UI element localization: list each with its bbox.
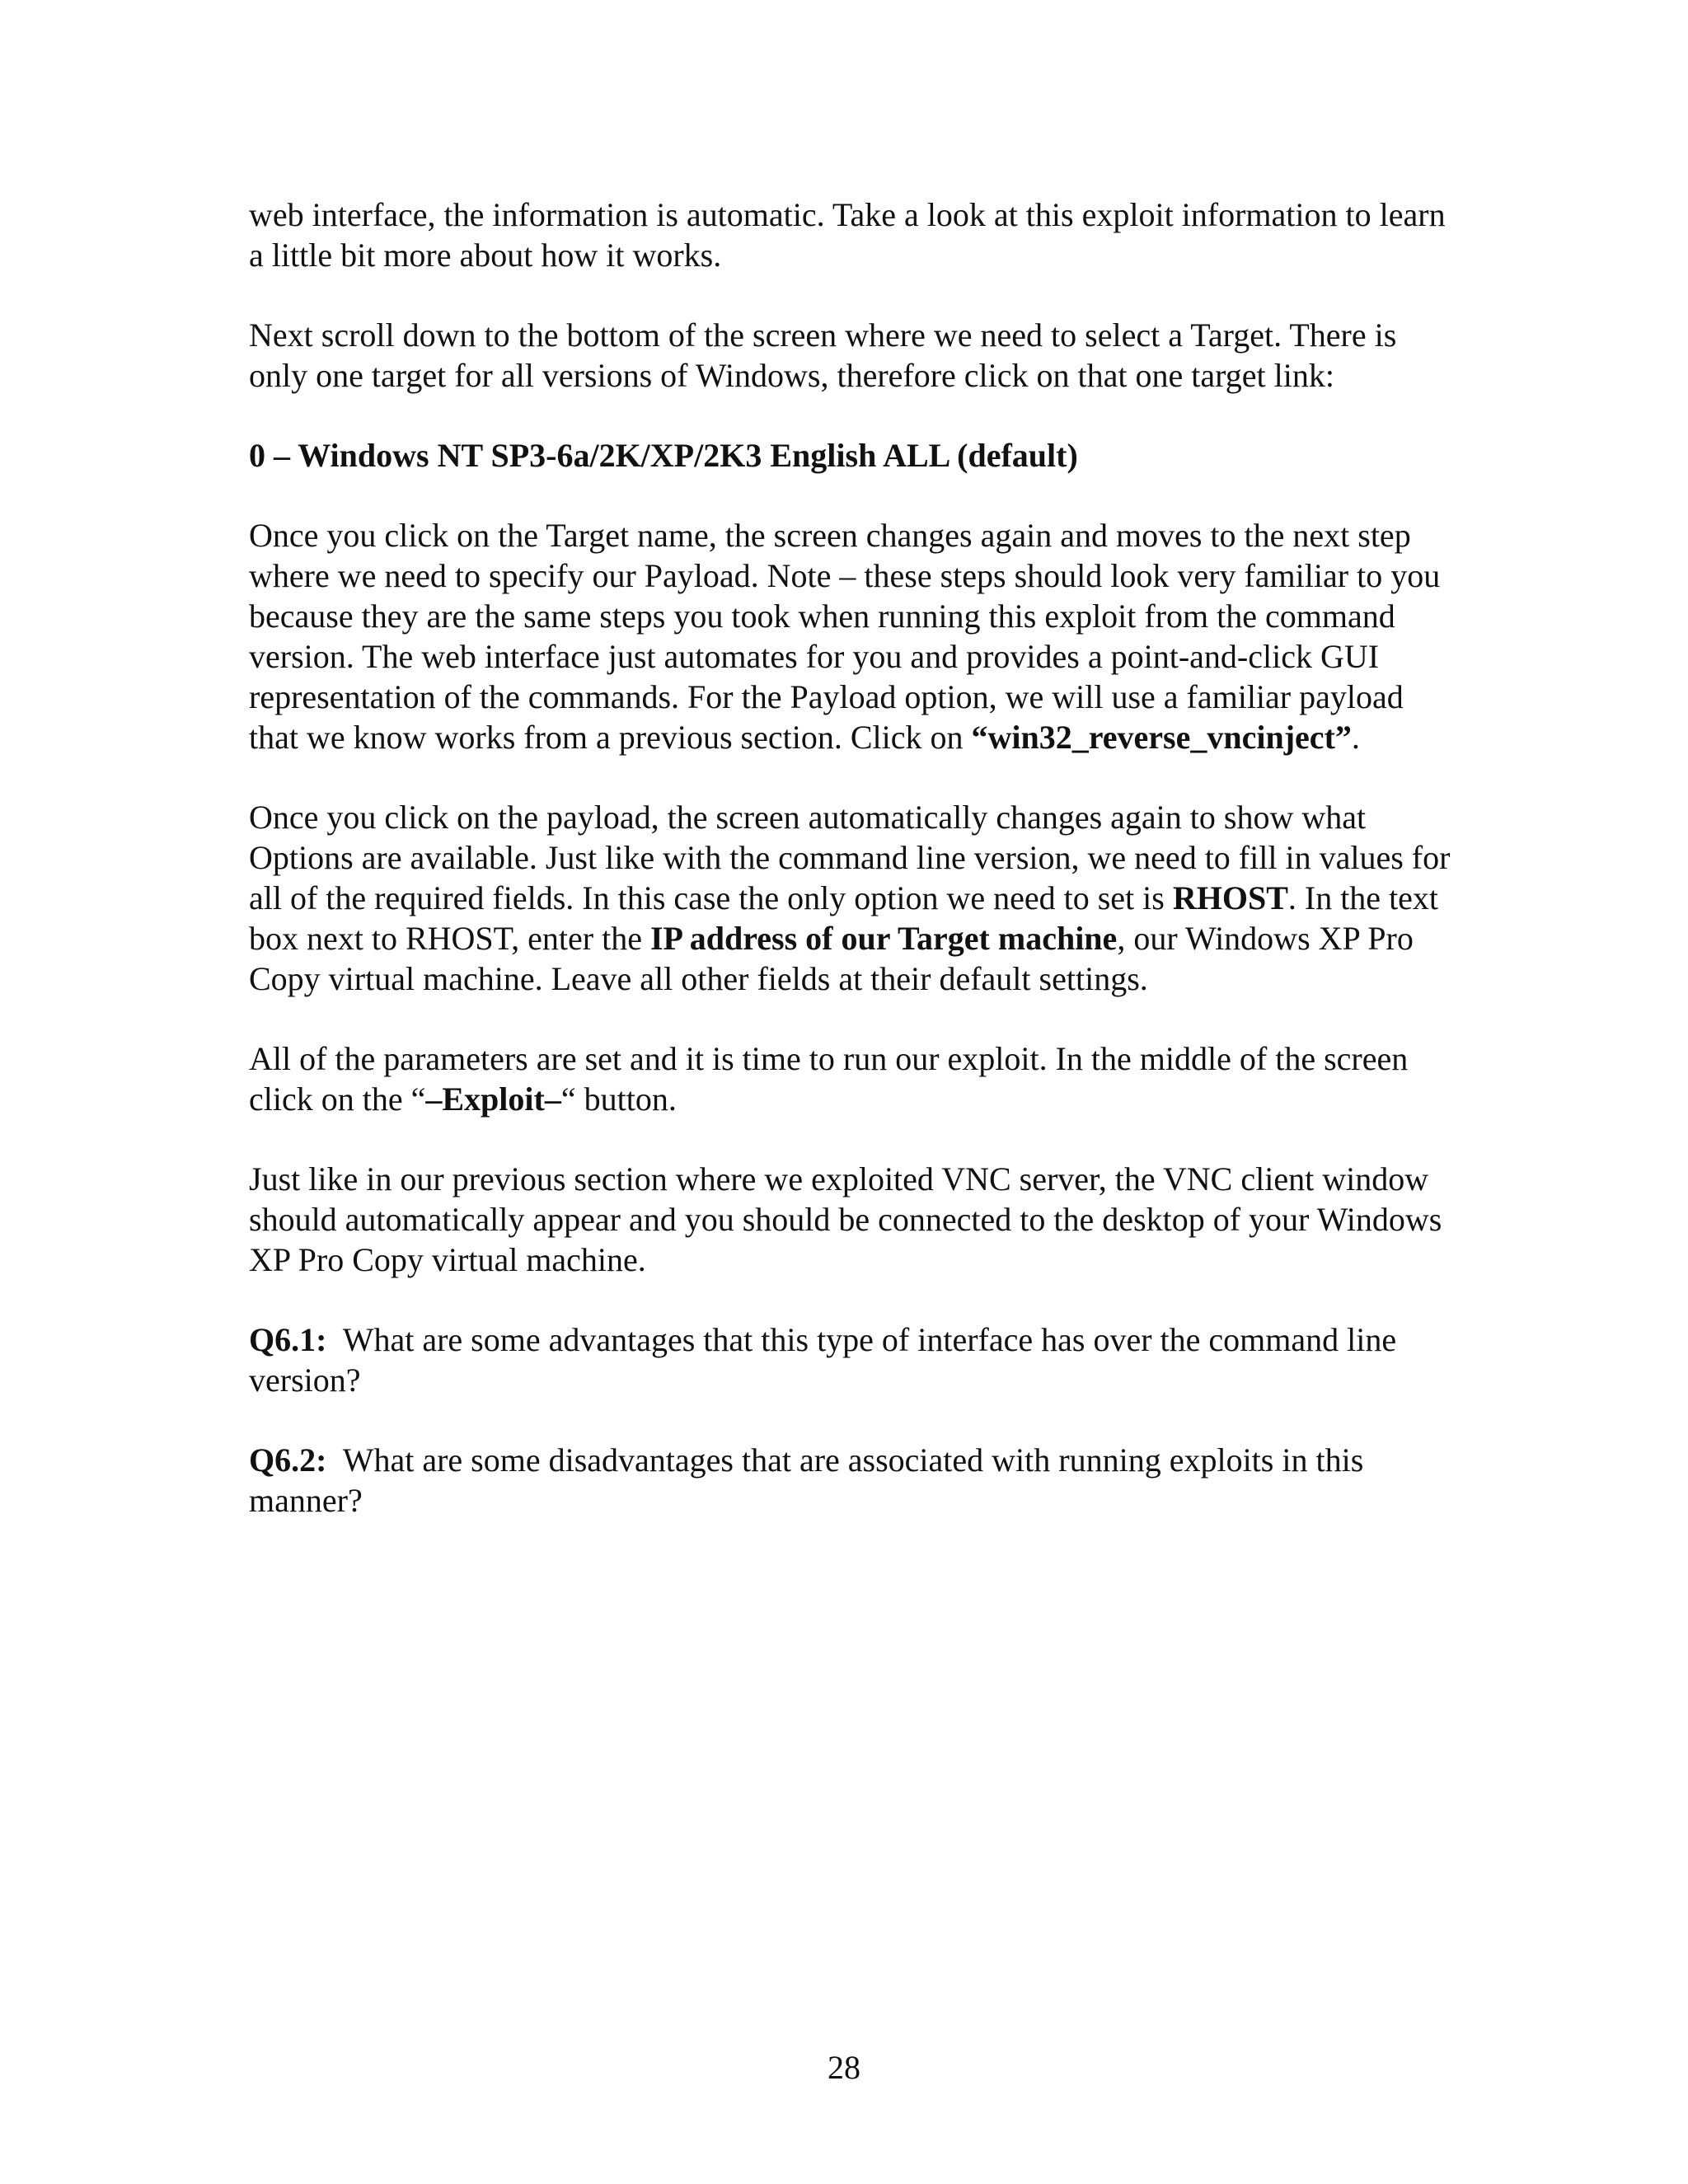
page-number: 28 [828,2049,860,2086]
text-run: Next scroll down to the bottom of the screen where we need to select a Target. There is only one target for all versions of Windows, therefore click on that one target link: [249,316,1397,394]
paragraph-vnc-client [249,1159,1452,1280]
paragraph-payload [249,515,1452,757]
page-body [249,194,1452,1521]
text-run: “ button. [560,1080,677,1118]
payload-name-text: “win32_reverse_vncinject” [971,719,1352,756]
question-text: What are some disadvantages that are associated with running exploits in this manner? [249,1441,1372,1519]
exploit-button-text: –Exploit– [425,1080,561,1118]
question-label: Q6.1: [249,1321,327,1358]
paragraph-target-name [249,435,1452,476]
paragraph-run-exploit [249,1038,1452,1119]
question-q6-2 [249,1440,1452,1521]
paragraph-options [249,797,1452,999]
text-run: , our Windows XP Pro Copy virtual machine. Leave all other fields at their default settings. [249,920,1414,997]
text-run: . [1351,719,1360,756]
text-run: web interface, the information is automatic. Take a look at this exploit information to learn a little bit more about how it works. [249,196,1446,274]
question-q6-1 [249,1319,1452,1400]
text-run: Once you click on the Target name, the screen changes again and moves to the next step where we need to specify our Payload. Note – these steps should look very familiar to you because they are the same steps you took when running this exploit from the command version. The web interface just automates for you and provides a point-and-click GUI representation of the commands. For the Payload option, we will use a familiar payload that we know works from a previous section. Click on [249,517,1441,756]
question-text: What are some advantages that this type of interface has over the command line version? [249,1321,1405,1399]
paragraph-select-target [249,315,1452,396]
question-label: Q6.2: [249,1441,327,1479]
text-run: . In the text box next to RHOST, enter the [249,879,1439,957]
text-run: All of the parameters are set and it is time to run our exploit. In the middle of the screen click on the “ [249,1040,1409,1118]
ip-address-text: IP address of our Target machine [649,920,1118,957]
text-run: Once you click on the payload, the screen automatically changes again to show what Options are available. Just like with the command line version, we need to fill in values for all of the required fields. In this case the only option we need to set is [249,799,1451,916]
target-name-text: 0 – Windows NT SP3-6a/2K/XP/2K3 English ALL (default) [249,437,1078,474]
text-run: Just like in our previous section where we exploited VNC server, the VNC client window should automatically appear and you should be connected to the desktop of your Windows XP Pro Copy virtual machine. [249,1160,1442,1278]
rhost-text: RHOST [1172,879,1288,916]
paragraph-intro [249,194,1452,275]
